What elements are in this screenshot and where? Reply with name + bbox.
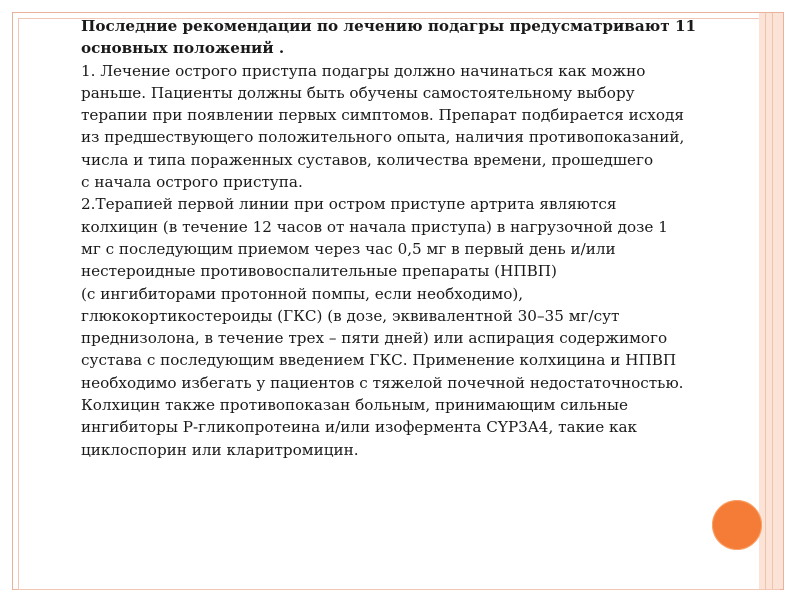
body-line: числа и типа пораженных суставов, количества времени, прошедшего — [81, 150, 654, 169]
body-line: с начала острого приступа. — [81, 173, 303, 192]
heading-line: Последние рекомендации по лечению подагры предусматривают 11 — [81, 17, 697, 35]
body-line: колхицин (в течение 12 часов от начала приступа) в нагрузочной дозе 1 — [81, 217, 668, 236]
body-line: глюкокортикостероиды (ГКС) (в дозе, эквивалентной 30–35 мг/сут — [81, 306, 620, 325]
body-line: необходимо избегать у пациентов с тяжелой почечной недостаточностью. — [81, 373, 684, 392]
body-line: 1. Лечение острого приступа подагры должно начинаться как можно — [81, 61, 646, 80]
side-decorative-band — [759, 13, 783, 589]
orange-circle-decoration — [712, 500, 762, 550]
side-band-line — [765, 13, 766, 589]
slide-body — [81, 60, 731, 461]
slide-heading — [81, 15, 731, 60]
body-line: ингибиторы Р-гликопротеина и/или изофермента CYP3A4, такие как — [81, 418, 638, 437]
body-line: раньше. Пациенты должны быть обучены самостоятельному выбору — [81, 83, 635, 102]
slide-content — [81, 15, 731, 461]
body-line: Колхицин также противопоказан больным, принимающим сильные — [81, 396, 628, 415]
body-line: 2.Терапией первой линии при остром приступе артрита являются — [81, 195, 617, 214]
body-line: нестероидные противовоспалительные препараты (НПВП) — [81, 262, 557, 281]
body-line: преднизолона, в течение трех – пяти дней) или аспирация содержимого — [81, 329, 668, 348]
body-line: мг с последующим приемом через час 0,5 мг в первый день и/или — [81, 239, 616, 258]
body-line: (с ингибиторами протонной помпы, если необходимо), — [81, 284, 524, 303]
body-line: сустава с последующим введением ГКС. Применение колхицина и НПВП — [81, 351, 677, 370]
body-line: терапии при появлении первых симптомов. Препарат подбирается исходя — [81, 106, 684, 125]
body-line: из предшествующего положительного опыта, наличия противопоказаний, — [81, 128, 685, 147]
heading-line: основных положений . — [81, 39, 285, 58]
side-band-line — [772, 13, 773, 589]
body-line: циклоспорин или кларитромицин. — [81, 440, 359, 459]
